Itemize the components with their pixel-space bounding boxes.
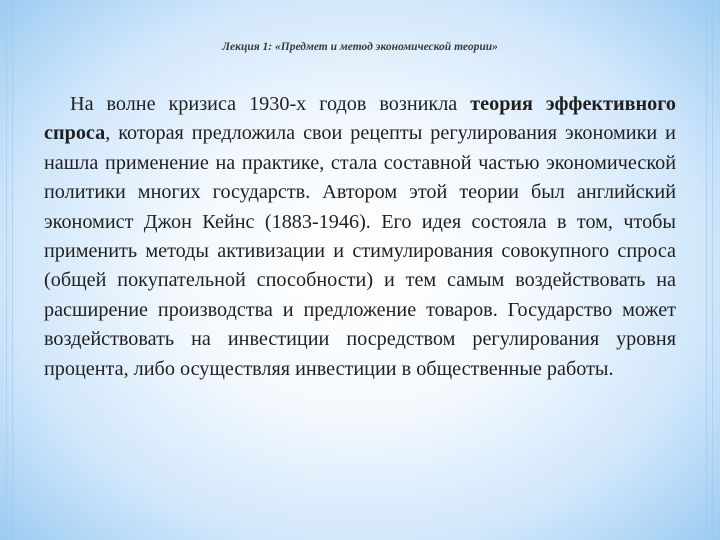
paragraph-text-start: На волне кризиса 1930-х годов возникла — [70, 93, 471, 115]
decorative-line — [706, 0, 707, 540]
paragraph-text-rest: , которая предложила свои рецепты регулирования экономики и нашла применение на практике, стала составной частью экономической политики многих государств. Автором этой теории был английский экономист Джон Кейнс (1883-1946). Его идея состояла в том, чтобы применить методы активизации и стимулирования совокупного спроса (общей покупательной способности) и тем самым воздействовать на расширение производства и предложение товаров. Государство может воздействовать на инвестиции посредством регулирования уровня процента, либо осуществляя инвестиции в общественные работы. — [44, 122, 676, 380]
decorative-line — [6, 0, 7, 540]
decorative-line — [712, 0, 713, 540]
body-paragraph — [44, 90, 676, 384]
paragraph-emphasis: теория эффективного спроса — [44, 93, 676, 145]
decorative-line — [12, 0, 13, 540]
slide-header: Лекция 1: «Предмет и метод экономической теории» — [222, 41, 498, 53]
